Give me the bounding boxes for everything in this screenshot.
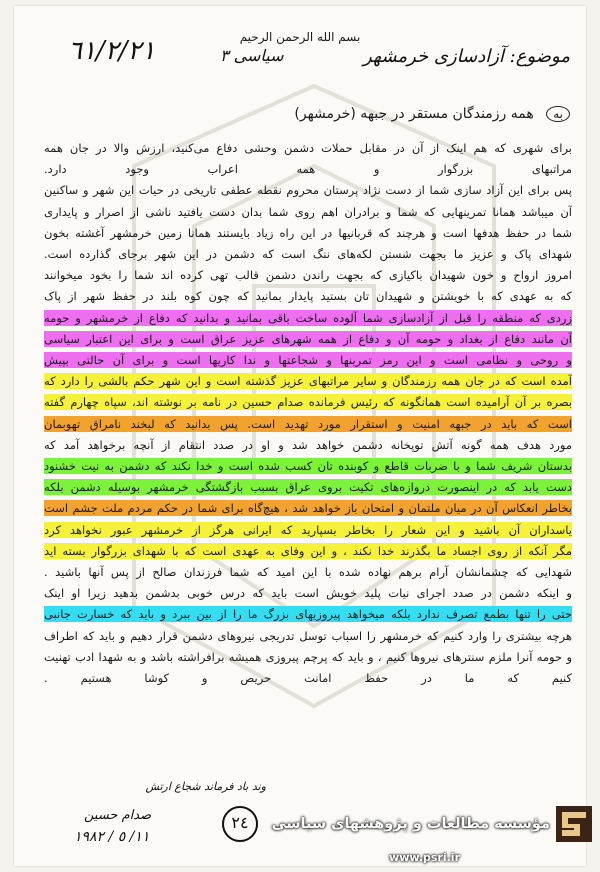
letter-line	[44, 456, 572, 477]
letter-line	[44, 541, 572, 562]
letter-line	[44, 265, 572, 286]
letter-line-text: امروز ارواح و خون شهیدان باکیازی که بجهت راندن دشمن قالب تهی کرده اند شما را بخود میخوانند	[44, 268, 572, 283]
institute-name: مؤسسه مطالعات و پژوهشهای سیاسی	[271, 816, 550, 832]
letter-line	[44, 647, 572, 668]
letter-line	[44, 626, 572, 647]
letter-line	[44, 498, 572, 519]
addressee-tag: به	[546, 106, 570, 122]
letter-line-text: مورد هدف همه گونه آتش توپخانه دشمن خواهد شد و او در صدد انتقام از آنچه برخواهد آمد که	[44, 437, 572, 452]
letter-line	[44, 668, 572, 689]
letter-line-text: برای شهری که هم اینک از آن در مقابل حملات دشمن وحشی دفاع می‌کنید، ارزش والا در جان همه	[44, 141, 572, 155]
letter-line-text: شهدایی که چشمانشان آرام برهم نهاده شده با این امید که شما فرزندان صالح از پس آنها باشید .	[44, 565, 572, 580]
letter-line	[44, 202, 572, 223]
letter-line	[44, 414, 572, 435]
sign-off-note: وند باد فرماند شجاع ارتش	[145, 780, 266, 793]
letter-line-text: آن مانند دفاع از بغداد و حومه آن و دفاع از همه شهرهای عزیز عراق است و برای این اعتبار سیاسی	[44, 331, 572, 346]
letter-line	[44, 223, 572, 244]
letter-line	[44, 244, 572, 265]
letter-line	[44, 392, 572, 413]
letter-line	[44, 329, 572, 350]
addressee-line	[294, 106, 570, 122]
letter-line-text: آن میباشد همانا تمرینهایی که شما و برادران اهم روی شما بدان دست یافتید ناشی از اصرار و پایداری	[44, 204, 572, 219]
classification-note: سیاسی ٣	[220, 46, 284, 65]
letter-line-text: مگر آنکه از روی اجساد ما بگذرند خدا نکند ، و این وفای به عهدی است که با شهدای بزرگوار بسته اید	[44, 543, 572, 558]
letter-line-text: بدستان شریف شما و با ضربات قاطع و کوبنده تان کسب شده است و خدا نکند که دشمن به نیت خشنود	[44, 459, 572, 474]
letter-line-text: حتی را تنها بطمع تصرف ندارد بلکه میخواهد پیروزیهای بزرگ ما را از بین ببرد و باید که خسارت جانبی	[44, 607, 572, 622]
letter-line	[44, 435, 572, 456]
institute-website: www.psri.ir	[389, 851, 460, 864]
letter-line	[44, 604, 572, 625]
letter-line	[44, 286, 572, 307]
letter-line	[44, 371, 572, 392]
letter-line	[44, 180, 572, 201]
addressee-text: همه رزمندگان مستقر در جبهه (خرمشهر)	[294, 106, 534, 122]
letter-line-text: شما در حفظ هدفها است و هرچند که قربانیها در این راه زیاد بایستند همانا زمین خرمشهر آغشته بخون	[44, 225, 572, 240]
letter-line	[44, 308, 572, 329]
letter-line	[44, 520, 572, 541]
letter-line-text: و حومه آنرا ملزم سنترهای نیروها کنیم ، و باید که پرچم پیروزی همیشه برافراشته باشد و به شهدا ادب تهنیت	[44, 649, 572, 664]
letter-line-text: و اینکه دشمن در صدد اجرای نیات پلید خویش است باید که درس خوبی بدشمن بدهید زیرا او اینک	[44, 586, 572, 601]
letter-line-text: کنیم که ما در حفظ امانت حریص و کوشا هستیم .	[44, 671, 572, 686]
letter-line	[44, 350, 572, 371]
letter-line	[44, 562, 572, 583]
institute-logo-icon	[556, 806, 592, 842]
letter-line-text: پس برای این آزاد سازی شما از دست نژاد پرستان محروم نقطه عطفی تاریخی در حیات این شهر و ساکنین	[44, 183, 572, 198]
letter-line-text: هرچه بیشتری را وارد کنیم که خرمشهر را اسباب توسل تدریجی نیروهای دشمن قرار دهیم و باید که اطراف	[44, 628, 572, 643]
letter-line-text: دست یابد که در اینصورت دروازه‌های تکیت بروی عراق بسبب بازگشتگی خرمشهر بوسیله دشمن بلکه	[44, 480, 572, 495]
letter-line-text: که به عهدی که با خویشتن و شهیدان تان بستید پایدار بمانید که چون کوه بلند در حفظ شهر از پاک	[44, 289, 572, 304]
institute-watermark	[262, 802, 592, 846]
letter-line-text: مراتبهای بزرگوار و همه اعراب وجود دارد.	[44, 162, 572, 177]
letter-body	[44, 138, 572, 689]
letter-line-text: است که باید در جبهه امنیت و استقرار مورد تهدید است. پس بدانید که لبخند نامراق تهوبمان	[44, 416, 572, 431]
letter-line	[44, 583, 572, 604]
letter-line-text: و روحی و نظامی است و این رمز تمرینها و شجاعتها و ندا کاریها است و برای آن حالتی بپیش	[44, 353, 572, 368]
letter-line-text: بخاطر انعکاس آن در میان ملتمان و امتحان باز خواهد شد ، هیچ‌گاه برای شما در حکم مردم ملت جشم است	[44, 501, 572, 516]
bismillah-header: بسم الله الرحمن الرحیم	[239, 30, 361, 44]
page-number-circle: ٢٤	[222, 806, 258, 842]
letter-line-text: بصره بر آن آرامیده است همانگونه که رئیس فرمانده صدام حسین در نامه بر نوشته اند، سپاه چهارم گفته	[44, 395, 572, 410]
signature-name: صدام حسین	[84, 808, 152, 823]
letter-line-text: یاسداران آن باشید و این شعار را بخاطر بسپارید که ایرانی هرگز از خرمشهر عبور نخواهد کرد	[44, 522, 572, 537]
handwritten-date: ٦١/٢/٢١	[68, 36, 156, 66]
document-page	[14, 6, 586, 866]
letter-line-text: آمده است که در جان همه رزمندگان و سایر مراتبهای عزیز گذشته است و این شهر حکم بالشی را دارد که	[44, 374, 572, 389]
document-subject: موضوع: آزادسازی خرمشهر	[363, 46, 570, 67]
letter-line	[44, 159, 572, 180]
letter-line	[44, 477, 572, 498]
letter-line-text: زردی که منطقه را قبل از آزادسازی شما آلوده ساخت باقی بمانید و بدانید که دفاع از خرمشهر و حومه	[44, 310, 572, 325]
letter-line	[44, 138, 572, 159]
signature-date: ١١/ ٥ / ١٩٨٢	[74, 829, 150, 845]
letter-line-text: شهدای پاک و عزیز ما بجهت شستن لکه‌های ننگ است که دشمن در این شهر برجای گذارده است.	[44, 247, 572, 262]
